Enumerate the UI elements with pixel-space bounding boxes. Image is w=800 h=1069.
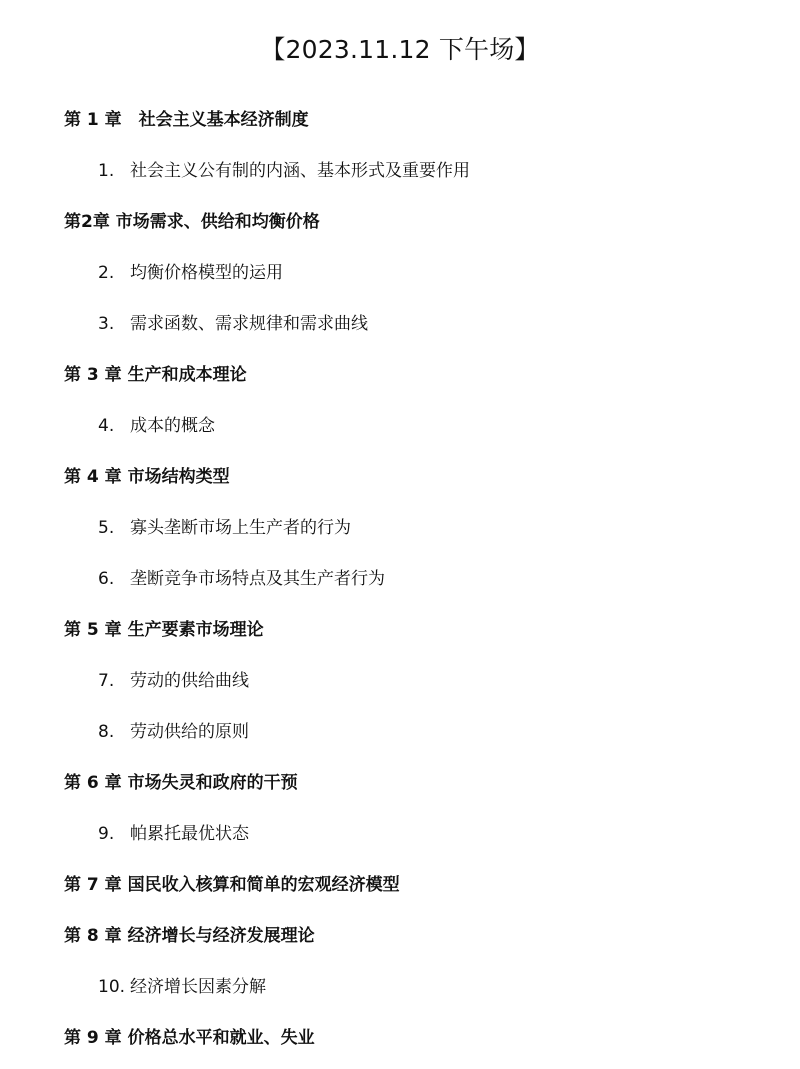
page-title: 【2023.11.12 下午场】 xyxy=(260,35,540,64)
list-item xyxy=(0,508,800,559)
item-number: 1. xyxy=(98,161,115,181)
chapter-heading: 第 3 章 生产和成本理论 xyxy=(64,365,247,385)
item-text: 成本的概念 xyxy=(130,416,215,436)
item-number: 3. xyxy=(98,314,115,334)
list-item xyxy=(0,253,800,304)
item-number: 5. xyxy=(98,518,115,538)
chapter-heading: 第 4 章 市场结构类型 xyxy=(64,467,230,487)
item-text: 社会主义公有制的内涵、基本形式及重要作用 xyxy=(130,161,470,181)
item-number: 10. xyxy=(98,977,126,997)
item-number: 6. xyxy=(98,569,115,589)
item-text: 劳动的供给曲线 xyxy=(130,671,249,691)
item-text: 垄断竞争市场特点及其生产者行为 xyxy=(130,569,385,589)
item-number: 4. xyxy=(98,416,115,436)
item-text: 均衡价格模型的运用 xyxy=(130,263,283,283)
item-number: 8. xyxy=(98,722,115,742)
chapter-heading: 第 8 章 经济增长与经济发展理论 xyxy=(64,926,315,946)
item-text: 经济增长因素分解 xyxy=(130,977,266,997)
item-text: 帕累托最优状态 xyxy=(130,824,249,844)
chapter-heading: 第 7 章 国民收入核算和简单的宏观经济模型 xyxy=(64,875,400,895)
item-text: 劳动供给的原则 xyxy=(130,722,249,742)
item-text: 寡头垄断市场上生产者的行为 xyxy=(130,518,351,538)
item-number: 2. xyxy=(98,263,115,283)
list-item xyxy=(0,712,800,763)
chapter-heading: 第 1 章 社会主义基本经济制度 xyxy=(64,110,309,130)
chapter-heading: 第2章 市场需求、供给和均衡价格 xyxy=(64,212,320,232)
chapter-heading: 第 5 章 生产要素市场理论 xyxy=(64,620,264,640)
item-number: 7. xyxy=(98,671,115,691)
item-number: 9. xyxy=(98,824,115,844)
list-item xyxy=(0,406,800,457)
item-text: 需求函数、需求规律和需求曲线 xyxy=(130,314,368,334)
chapter-heading: 第 9 章 价格总水平和就业、失业 xyxy=(64,1028,315,1048)
list-item xyxy=(0,814,800,865)
chapter-heading: 第 6 章 市场失灵和政府的干预 xyxy=(64,773,298,793)
list-item xyxy=(0,661,800,712)
list-item xyxy=(0,151,800,202)
chapter-outline xyxy=(0,100,800,1069)
list-item xyxy=(0,304,800,355)
list-item xyxy=(0,559,800,610)
list-item xyxy=(0,967,800,1018)
